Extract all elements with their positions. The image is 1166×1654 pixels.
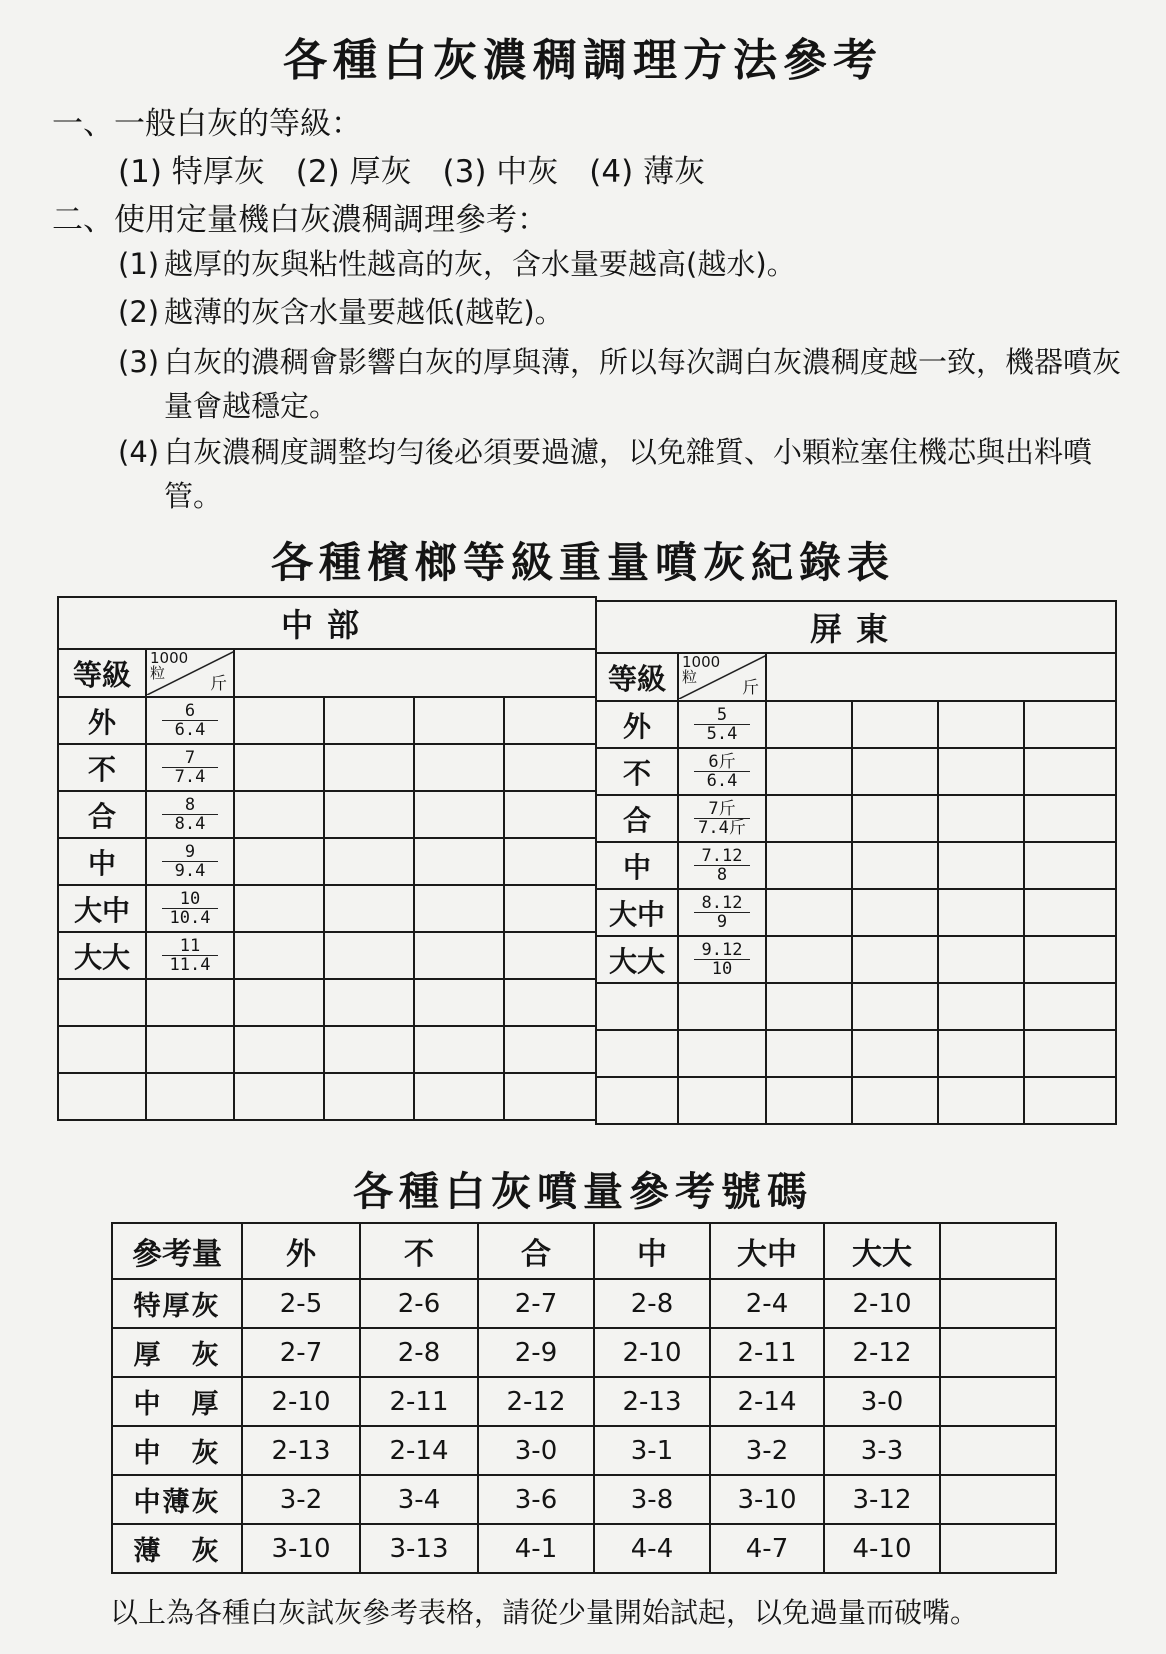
record-cell[interactable] <box>504 838 596 885</box>
record-cell[interactable] <box>324 932 414 979</box>
item-text: 越厚的灰與粘性越高的灰，含水量要越高(越水)。 <box>164 247 796 281</box>
table-row <box>596 889 1116 936</box>
weight-numerator: 9.12 <box>694 941 750 960</box>
record-cell[interactable] <box>1024 701 1116 748</box>
record-cell[interactable] <box>234 1073 324 1120</box>
value-cell <box>940 1524 1056 1573</box>
value-cell: 2-5 <box>242 1279 360 1328</box>
record-cell[interactable] <box>324 744 414 791</box>
blank-row <box>596 983 1116 1030</box>
item-text: 白灰濃稠度調整均勻後必須要過濾，以免雜質、小顆粒塞住機芯與出料噴管。 <box>164 435 1093 513</box>
record-cell[interactable] <box>678 983 766 1030</box>
value-cell: 4-1 <box>478 1524 594 1573</box>
record-cell[interactable] <box>1024 983 1116 1030</box>
unit-count: 1000 <box>150 651 189 667</box>
unit-jin: 斤 <box>210 674 227 694</box>
record-cell[interactable] <box>504 791 596 838</box>
record-cell[interactable] <box>1024 1077 1116 1124</box>
column-header: 不 <box>360 1223 478 1279</box>
weight-cell <box>146 697 234 744</box>
value-cell: 2-13 <box>594 1377 710 1426</box>
record-cell[interactable] <box>146 979 234 1026</box>
blank-row <box>58 1026 596 1073</box>
grade-header: 等級 <box>58 649 146 697</box>
record-cell[interactable] <box>938 842 1024 889</box>
weight-cell <box>146 932 234 979</box>
region-name: 屏東 <box>596 601 1116 653</box>
record-cell[interactable] <box>324 885 414 932</box>
value-cell: 2-11 <box>710 1328 824 1377</box>
row-label: 中薄灰 <box>112 1475 242 1524</box>
record-cell[interactable] <box>504 932 596 979</box>
record-table-title: 各種檳榔等級重量噴灰紀錄表 <box>270 538 895 587</box>
weight-denominator: 8 <box>716 865 728 885</box>
grade-cell: 大大 <box>58 932 146 979</box>
value-cell: 2-6 <box>360 1279 478 1328</box>
value-cell: 2-7 <box>242 1328 360 1377</box>
item-number: (2) <box>118 295 160 329</box>
value-cell: 2-12 <box>824 1328 940 1377</box>
column-header: 大大 <box>824 1223 940 1279</box>
record-cell[interactable] <box>324 1026 414 1073</box>
instruction-item <box>118 430 1128 518</box>
column-header <box>940 1223 1056 1279</box>
document-title: 各種白灰濃稠調理方法參考 <box>283 35 883 86</box>
record-cell[interactable] <box>324 697 414 744</box>
unit-count: 1000 <box>682 655 721 671</box>
grade-cell: 中 <box>58 838 146 885</box>
weight-denominator: 6.4 <box>706 771 738 791</box>
record-cell[interactable] <box>852 748 938 795</box>
weight-denominator: 10 <box>711 959 733 979</box>
record-cell[interactable] <box>234 979 324 1026</box>
table-row <box>58 791 596 838</box>
record-cell[interactable] <box>234 697 324 744</box>
value-cell <box>940 1328 1056 1377</box>
record-cell[interactable] <box>766 1030 852 1077</box>
weight-cell <box>146 885 234 932</box>
value-cell <box>940 1279 1056 1328</box>
reference-table-title: 各種白灰噴量參考號碼 <box>353 1169 813 1215</box>
record-cell[interactable] <box>766 889 852 936</box>
record-cell[interactable] <box>766 936 852 983</box>
weight-denominator: 7.4斤 <box>698 818 746 838</box>
record-cell[interactable] <box>504 697 596 744</box>
weight-numerator: 7斤 <box>694 800 750 819</box>
weight-denominator: 6.4 <box>174 720 206 740</box>
record-cell[interactable] <box>852 1077 938 1124</box>
blank-cell[interactable] <box>234 649 596 697</box>
unit-header <box>146 649 234 697</box>
record-cell[interactable] <box>678 1077 766 1124</box>
weight-cell <box>146 791 234 838</box>
record-cell[interactable] <box>414 744 504 791</box>
record-cell[interactable] <box>234 838 324 885</box>
record-cell[interactable] <box>596 1077 678 1124</box>
weight-numerator: 11 <box>162 937 218 956</box>
value-cell: 2-14 <box>710 1377 824 1426</box>
record-cell[interactable] <box>596 983 678 1030</box>
record-cell[interactable] <box>58 979 146 1026</box>
record-cell[interactable] <box>324 838 414 885</box>
grade-cell: 不 <box>58 744 146 791</box>
weight-numerator: 6 <box>162 702 218 721</box>
instruction-item <box>118 290 1128 334</box>
value-cell: 2-10 <box>824 1279 940 1328</box>
record-cell[interactable] <box>324 1073 414 1120</box>
value-cell <box>940 1426 1056 1475</box>
record-cell[interactable] <box>234 885 324 932</box>
value-cell: 2-10 <box>242 1377 360 1426</box>
value-cell: 3-12 <box>824 1475 940 1524</box>
weight-cell <box>678 701 766 748</box>
row-label: 厚 灰 <box>112 1328 242 1377</box>
table-row <box>58 932 596 979</box>
item-text: 越薄的灰含水量要越低(越乾)。 <box>164 295 564 329</box>
table-row <box>58 885 596 932</box>
grade-cell: 合 <box>58 791 146 838</box>
blank-row <box>58 1073 596 1120</box>
weight-cell <box>678 795 766 842</box>
record-cell[interactable] <box>852 701 938 748</box>
record-cell[interactable] <box>414 1073 504 1120</box>
record-table-central <box>57 596 597 1121</box>
weight-numerator: 8.12 <box>694 894 750 913</box>
unit-grain: 粒 <box>682 668 698 686</box>
table-row <box>112 1426 1056 1475</box>
grade-cell: 不 <box>596 748 678 795</box>
weight-cell <box>678 889 766 936</box>
record-cell[interactable] <box>58 1073 146 1120</box>
record-cell[interactable] <box>852 795 938 842</box>
record-cell[interactable] <box>324 979 414 1026</box>
value-cell: 4-7 <box>710 1524 824 1573</box>
instruction-item <box>118 242 1128 286</box>
record-cell[interactable] <box>504 1026 596 1073</box>
header-row <box>112 1223 1056 1279</box>
weight-denominator: 7.4 <box>174 767 206 787</box>
footer-note: 以上為各種白灰試灰參考表格，請從少量開始試起，以免過量而破嘴。 <box>110 1596 979 1629</box>
value-cell: 3-6 <box>478 1475 594 1524</box>
table-row <box>596 701 1116 748</box>
record-cell[interactable] <box>1024 936 1116 983</box>
unit-grain: 粒 <box>150 664 166 682</box>
record-cell[interactable] <box>766 748 852 795</box>
value-cell: 3-0 <box>478 1426 594 1475</box>
value-cell: 3-4 <box>360 1475 478 1524</box>
row-label: 特厚灰 <box>112 1279 242 1328</box>
record-cell[interactable] <box>852 936 938 983</box>
value-cell: 3-13 <box>360 1524 478 1573</box>
record-cell[interactable] <box>938 1077 1024 1124</box>
column-header: 合 <box>478 1223 594 1279</box>
instruction-item <box>118 340 1128 428</box>
weight-denominator: 8.4 <box>174 814 206 834</box>
item-number: (4) <box>118 435 160 469</box>
region-name: 中部 <box>58 597 596 649</box>
grade-list: (1) 特厚灰 (2) 厚灰 (3) 中灰 (4) 薄灰 <box>118 154 706 190</box>
weight-numerator: 9 <box>162 843 218 862</box>
table-row <box>112 1524 1056 1573</box>
value-cell <box>940 1475 1056 1524</box>
value-cell: 3-0 <box>824 1377 940 1426</box>
value-cell: 4-4 <box>594 1524 710 1573</box>
record-cell[interactable] <box>234 744 324 791</box>
record-table-pingtung <box>595 600 1117 1125</box>
table-row <box>596 936 1116 983</box>
record-cell[interactable] <box>938 983 1024 1030</box>
record-cell[interactable] <box>852 983 938 1030</box>
value-cell: 2-10 <box>594 1328 710 1377</box>
column-header: 外 <box>242 1223 360 1279</box>
weight-cell <box>146 838 234 885</box>
record-cell[interactable] <box>504 1073 596 1120</box>
record-cell[interactable] <box>596 1030 678 1077</box>
value-cell: 3-2 <box>710 1426 824 1475</box>
record-cell[interactable] <box>504 979 596 1026</box>
record-cell[interactable] <box>938 701 1024 748</box>
weight-numerator: 8 <box>162 796 218 815</box>
item-number: (3) <box>118 345 160 379</box>
record-cell[interactable] <box>1024 842 1116 889</box>
grade-cell: 外 <box>596 701 678 748</box>
record-cell[interactable] <box>504 744 596 791</box>
value-cell: 2-8 <box>360 1328 478 1377</box>
blank-cell[interactable] <box>766 653 1116 701</box>
record-cell[interactable] <box>852 889 938 936</box>
record-cell[interactable] <box>766 795 852 842</box>
record-cell[interactable] <box>234 932 324 979</box>
record-cell[interactable] <box>766 1077 852 1124</box>
column-header: 中 <box>594 1223 710 1279</box>
record-cell[interactable] <box>414 791 504 838</box>
table-row <box>58 744 596 791</box>
record-cell[interactable] <box>1024 795 1116 842</box>
record-cell[interactable] <box>938 889 1024 936</box>
unit-jin: 斤 <box>742 678 759 698</box>
value-cell: 2-14 <box>360 1426 478 1475</box>
record-cell[interactable] <box>1024 1030 1116 1077</box>
record-cell[interactable] <box>678 1030 766 1077</box>
weight-denominator: 5.4 <box>706 724 738 744</box>
record-cell[interactable] <box>234 791 324 838</box>
value-cell: 2-9 <box>478 1328 594 1377</box>
table-row <box>596 795 1116 842</box>
record-cell[interactable] <box>938 748 1024 795</box>
grade-cell: 外 <box>58 697 146 744</box>
weight-cell <box>146 744 234 791</box>
record-cell[interactable] <box>1024 889 1116 936</box>
weight-denominator: 9 <box>716 912 728 932</box>
value-cell: 3-8 <box>594 1475 710 1524</box>
value-cell <box>940 1377 1056 1426</box>
weight-numerator: 5 <box>694 706 750 725</box>
table-row <box>112 1475 1056 1524</box>
value-cell: 3-10 <box>242 1524 360 1573</box>
weight-cell <box>678 748 766 795</box>
value-cell: 2-4 <box>710 1279 824 1328</box>
record-cell[interactable] <box>766 701 852 748</box>
record-cell[interactable] <box>414 1026 504 1073</box>
row-label: 中 灰 <box>112 1426 242 1475</box>
grade-cell: 合 <box>596 795 678 842</box>
table-row <box>112 1279 1056 1328</box>
table-row <box>596 748 1116 795</box>
record-cell[interactable] <box>1024 748 1116 795</box>
row-label: 薄 灰 <box>112 1524 242 1573</box>
grade-cell: 大中 <box>58 885 146 932</box>
weight-denominator: 11.4 <box>169 955 211 975</box>
record-cell[interactable] <box>852 842 938 889</box>
unit-header <box>678 653 766 701</box>
weight-cell <box>678 936 766 983</box>
reference-table <box>111 1222 1057 1574</box>
record-cell[interactable] <box>324 791 414 838</box>
value-cell: 2-13 <box>242 1426 360 1475</box>
section-2-heading: 二、使用定量機白灰濃稠調理參考： <box>52 202 548 238</box>
record-cell[interactable] <box>938 795 1024 842</box>
value-cell: 3-2 <box>242 1475 360 1524</box>
record-cell[interactable] <box>504 885 596 932</box>
row-label: 中 厚 <box>112 1377 242 1426</box>
record-cell[interactable] <box>938 936 1024 983</box>
value-cell: 3-10 <box>710 1475 824 1524</box>
value-cell: 2-7 <box>478 1279 594 1328</box>
record-cell[interactable] <box>146 1026 234 1073</box>
record-cell[interactable] <box>852 1030 938 1077</box>
blank-row <box>596 1077 1116 1124</box>
table-row <box>58 838 596 885</box>
column-header: 大中 <box>710 1223 824 1279</box>
value-cell: 3-1 <box>594 1426 710 1475</box>
weight-denominator: 9.4 <box>174 861 206 881</box>
value-cell: 4-10 <box>824 1524 940 1573</box>
record-cell[interactable] <box>234 1026 324 1073</box>
grade-cell: 大中 <box>596 889 678 936</box>
weight-cell <box>678 842 766 889</box>
table-row <box>596 842 1116 889</box>
grade-cell: 中 <box>596 842 678 889</box>
record-cell[interactable] <box>414 885 504 932</box>
blank-row <box>58 979 596 1026</box>
record-cell[interactable] <box>938 1030 1024 1077</box>
record-cell[interactable] <box>414 932 504 979</box>
weight-numerator: 7.12 <box>694 847 750 866</box>
table-row <box>112 1377 1056 1426</box>
record-cell[interactable] <box>414 697 504 744</box>
item-text: 白灰的濃稠會影響白灰的厚與薄，所以每次調白灰濃稠度越一致，機器噴灰量會越穩定。 <box>164 345 1122 423</box>
record-cell[interactable] <box>414 979 504 1026</box>
grade-cell: 大大 <box>596 936 678 983</box>
blank-row <box>596 1030 1116 1077</box>
record-cell[interactable] <box>146 1073 234 1120</box>
value-cell: 2-8 <box>594 1279 710 1328</box>
record-cell[interactable] <box>766 842 852 889</box>
column-header: 參考量 <box>112 1223 242 1279</box>
item-number: (1) <box>118 247 160 281</box>
section-1-heading: 一、一般白灰的等級： <box>52 106 362 142</box>
weight-numerator: 10 <box>162 890 218 909</box>
value-cell: 2-12 <box>478 1377 594 1426</box>
value-cell: 3-3 <box>824 1426 940 1475</box>
grade-header: 等級 <box>596 653 678 701</box>
weight-numerator: 7 <box>162 749 218 768</box>
value-cell: 2-11 <box>360 1377 478 1426</box>
record-cell[interactable] <box>58 1026 146 1073</box>
table-row <box>112 1328 1056 1377</box>
record-cell[interactable] <box>766 983 852 1030</box>
weight-denominator: 10.4 <box>169 908 211 928</box>
table-row <box>58 697 596 744</box>
record-cell[interactable] <box>414 838 504 885</box>
weight-numerator: 6斤 <box>694 753 750 772</box>
